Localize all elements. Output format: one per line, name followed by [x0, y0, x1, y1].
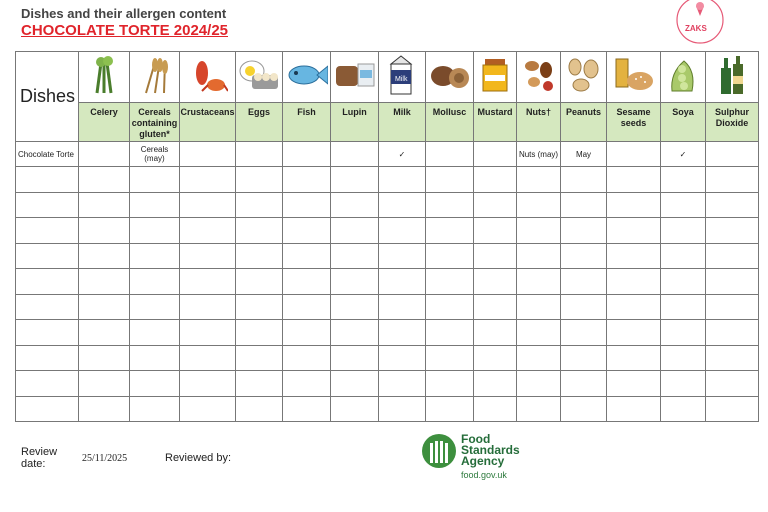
table-cell	[607, 269, 661, 295]
wheat-icon	[130, 52, 180, 103]
table-cell	[16, 294, 79, 320]
fish-icon	[283, 52, 331, 103]
review-date-label: Review date:	[21, 446, 58, 470]
empty-row	[16, 320, 759, 346]
table-cell	[426, 320, 474, 346]
table-cell	[607, 192, 661, 218]
table-cell	[283, 142, 331, 167]
table-cell	[379, 371, 426, 397]
svg-text:Milk: Milk	[395, 75, 408, 83]
table-cell	[561, 371, 607, 397]
table-cell	[180, 345, 236, 371]
table-cell	[283, 396, 331, 422]
table-cell	[79, 269, 130, 295]
table-cell	[130, 192, 180, 218]
empty-row	[16, 371, 759, 397]
celery-icon	[79, 52, 130, 103]
table-cell	[426, 396, 474, 422]
table-cell	[79, 167, 130, 193]
table-cell	[661, 371, 706, 397]
table-cell	[180, 320, 236, 346]
table-cell	[517, 294, 561, 320]
table-cell	[426, 269, 474, 295]
table-cell	[16, 218, 79, 244]
empty-row	[16, 218, 759, 244]
table-cell	[379, 218, 426, 244]
table-cell	[79, 396, 130, 422]
table-cell	[16, 396, 79, 422]
table-cell	[236, 269, 283, 295]
table-cell	[379, 167, 426, 193]
table-cell	[474, 142, 517, 167]
table-cell	[474, 269, 517, 295]
table-cell	[661, 192, 706, 218]
table-cell	[517, 396, 561, 422]
table-cell	[661, 345, 706, 371]
table-cell	[561, 320, 607, 346]
table-cell	[379, 320, 426, 346]
table-cell	[561, 243, 607, 269]
table-cell	[706, 345, 759, 371]
table-cell	[331, 192, 379, 218]
table-cell	[79, 218, 130, 244]
table-cell	[79, 243, 130, 269]
table-cell	[180, 396, 236, 422]
dish-name: Chocolate Torte	[16, 142, 79, 167]
table-cell	[331, 371, 379, 397]
table-cell	[236, 192, 283, 218]
empty-row	[16, 243, 759, 269]
table-cell	[79, 294, 130, 320]
table-cell	[706, 294, 759, 320]
table-cell	[180, 294, 236, 320]
table-cell	[517, 371, 561, 397]
table-cell	[706, 142, 759, 167]
table-cell	[130, 167, 180, 193]
fsa-line: Food	[461, 432, 491, 446]
column-header: Mustard	[474, 103, 517, 142]
table-cell	[661, 269, 706, 295]
table-cell	[706, 396, 759, 422]
reviewed-by-label: Reviewed by:	[165, 452, 232, 464]
column-header: Sesame seeds	[607, 103, 661, 142]
table-cell	[561, 269, 607, 295]
table-cell	[236, 396, 283, 422]
table-cell	[79, 192, 130, 218]
fsa-wordmark	[461, 434, 520, 467]
nuts-icon	[517, 52, 561, 103]
table-cell	[236, 345, 283, 371]
column-header: Fish	[283, 103, 331, 142]
table-cell	[607, 396, 661, 422]
table-cell	[283, 320, 331, 346]
table-cell	[561, 345, 607, 371]
table-cell	[474, 396, 517, 422]
table-cell	[661, 243, 706, 269]
table-cell	[661, 396, 706, 422]
empty-row	[16, 269, 759, 295]
table-cell	[706, 218, 759, 244]
column-header: Soya	[661, 103, 706, 142]
table-cell	[607, 371, 661, 397]
table-cell	[236, 142, 283, 167]
empty-row	[16, 396, 759, 422]
table-cell	[16, 167, 79, 193]
sesame-icon	[607, 52, 661, 103]
table-cell	[79, 142, 130, 167]
empty-row	[16, 345, 759, 371]
table-cell	[180, 192, 236, 218]
table-cell	[561, 167, 607, 193]
page-title: CHOCOLATE TORTE 2024/25	[21, 22, 228, 39]
table-cell	[130, 243, 180, 269]
table-cell	[426, 192, 474, 218]
table-cell	[607, 294, 661, 320]
column-header: Mollusc	[426, 103, 474, 142]
table-cell	[331, 167, 379, 193]
table-cell	[706, 243, 759, 269]
table-cell	[517, 269, 561, 295]
table-cell	[379, 269, 426, 295]
table-cell	[236, 294, 283, 320]
allergen-header-row	[16, 103, 759, 142]
table-cell	[517, 167, 561, 193]
empty-row	[16, 192, 759, 218]
table-cell	[474, 192, 517, 218]
table-cell	[706, 192, 759, 218]
lupin-bread-icon	[331, 52, 379, 103]
icons-row	[16, 52, 759, 103]
table-cell: May	[561, 142, 607, 167]
table-cell	[706, 320, 759, 346]
table-cell	[16, 371, 79, 397]
table-cell	[426, 167, 474, 193]
column-header: Sulphur Dioxide	[706, 103, 759, 142]
table-cell	[607, 167, 661, 193]
table-cell	[283, 345, 331, 371]
table-cell	[130, 371, 180, 397]
column-header: Nuts†	[517, 103, 561, 142]
allergen-table	[15, 51, 759, 422]
table-cell	[561, 396, 607, 422]
table-cell	[426, 243, 474, 269]
table-cell	[426, 294, 474, 320]
table-cell	[130, 218, 180, 244]
table-cell	[180, 269, 236, 295]
table-cell	[16, 320, 79, 346]
table-cell	[607, 218, 661, 244]
mustard-jar-icon	[474, 52, 517, 103]
table-cell	[474, 218, 517, 244]
table-cell	[661, 320, 706, 346]
table-cell	[379, 243, 426, 269]
peanuts-icon	[561, 52, 607, 103]
table-cell	[79, 371, 130, 397]
table-cell	[283, 192, 331, 218]
table-cell	[331, 142, 379, 167]
table-cell	[180, 218, 236, 244]
table-cell	[16, 192, 79, 218]
table-cell	[561, 192, 607, 218]
table-cell	[180, 371, 236, 397]
table-cell	[236, 167, 283, 193]
table-cell	[130, 396, 180, 422]
table-cell	[331, 320, 379, 346]
table-cell	[180, 167, 236, 193]
table-cell	[236, 371, 283, 397]
table-cell	[379, 294, 426, 320]
milk-icon	[379, 52, 426, 103]
table-cell	[474, 320, 517, 346]
table-cell	[661, 167, 706, 193]
table-cell: ✓	[661, 142, 706, 167]
table-cell	[236, 218, 283, 244]
table-cell	[283, 269, 331, 295]
table-cell	[16, 269, 79, 295]
table-cell	[561, 218, 607, 244]
soya-icon	[661, 52, 706, 103]
table-cell	[79, 320, 130, 346]
table-cell	[331, 345, 379, 371]
table-cell	[474, 294, 517, 320]
table-cell	[426, 371, 474, 397]
column-header: Milk	[379, 103, 426, 142]
logo-name: ZAKS	[685, 24, 707, 33]
empty-row	[16, 294, 759, 320]
bottle-icon	[706, 52, 759, 103]
fsa-line: Agency	[461, 454, 505, 468]
table-cell	[130, 320, 180, 346]
table-cell	[16, 345, 79, 371]
table-cell	[180, 243, 236, 269]
table-cell	[283, 243, 331, 269]
table-cell	[474, 167, 517, 193]
column-header: Peanuts	[561, 103, 607, 142]
crab-lobster-icon	[180, 52, 236, 103]
table-cell	[474, 345, 517, 371]
eggs-icon	[236, 52, 283, 103]
table-cell	[236, 243, 283, 269]
table-cell	[331, 269, 379, 295]
table-cell	[607, 320, 661, 346]
table-cell	[379, 345, 426, 371]
shell-icon	[426, 52, 474, 103]
table-cell: ✓	[379, 142, 426, 167]
table-cell	[331, 294, 379, 320]
table-cell	[379, 396, 426, 422]
table-cell	[283, 294, 331, 320]
review-date-value: 25/11/2025	[82, 453, 128, 464]
table-cell	[517, 345, 561, 371]
column-header: Lupin	[331, 103, 379, 142]
table-cell	[426, 218, 474, 244]
table-cell	[79, 345, 130, 371]
table-cell	[706, 167, 759, 193]
table-cell	[130, 269, 180, 295]
table-row	[16, 142, 759, 167]
table-cell	[517, 218, 561, 244]
table-cell	[474, 243, 517, 269]
dishes-heading: Dishes	[16, 52, 79, 142]
table-cell	[331, 243, 379, 269]
table-cell	[283, 167, 331, 193]
table-cell	[561, 294, 607, 320]
table-cell	[661, 218, 706, 244]
table-cell: Nuts (may)	[517, 142, 561, 167]
table-cell	[379, 192, 426, 218]
table-cell	[331, 396, 379, 422]
column-header: Crustaceans	[180, 103, 236, 142]
fsa-line: Standards	[461, 443, 520, 457]
table-cell	[706, 371, 759, 397]
column-header: Celery	[79, 103, 130, 142]
column-header: Eggs	[236, 103, 283, 142]
zaks-logo	[676, 0, 724, 44]
page-subtitle: Dishes and their allergen content	[21, 6, 227, 21]
fsa-url: food.gov.uk	[461, 470, 507, 480]
table-cell: Cereals (may)	[130, 142, 180, 167]
table-cell	[661, 294, 706, 320]
table-cell	[130, 345, 180, 371]
table-cell	[607, 243, 661, 269]
table-cell	[331, 218, 379, 244]
column-header: Cereals containing gluten*	[130, 103, 180, 142]
table-cell	[607, 142, 661, 167]
table-cell	[474, 371, 517, 397]
table-cell	[706, 269, 759, 295]
table-cell	[426, 345, 474, 371]
table-cell	[517, 320, 561, 346]
table-cell	[180, 142, 236, 167]
table-cell	[283, 218, 331, 244]
table-cell	[236, 320, 283, 346]
table-cell	[607, 345, 661, 371]
table-cell	[16, 243, 79, 269]
table-cell	[130, 294, 180, 320]
table-cell	[426, 142, 474, 167]
table-cell	[517, 192, 561, 218]
empty-row	[16, 167, 759, 193]
table-cell	[283, 371, 331, 397]
table-cell	[517, 243, 561, 269]
